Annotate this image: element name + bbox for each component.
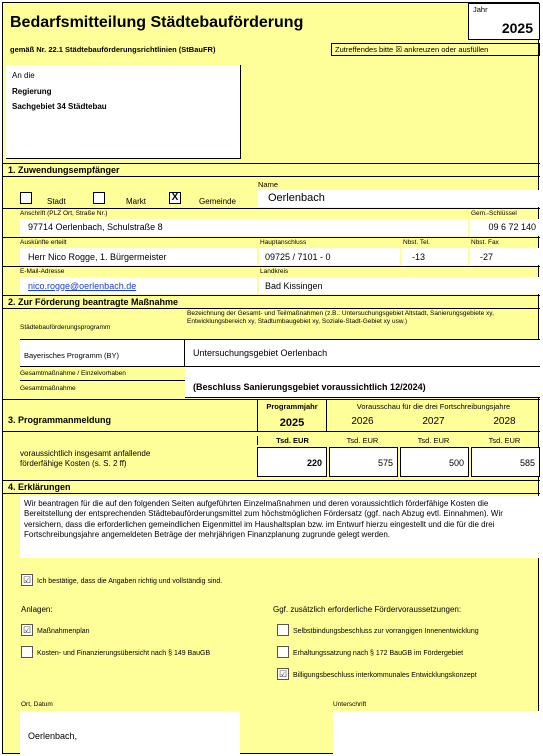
- voraus1-checkbox[interactable]: [277, 624, 289, 636]
- einzel-label: Gesamtmaßnahme / Einzelvorhaben: [20, 370, 126, 377]
- programmjahr-label: Programmjahr: [266, 402, 318, 411]
- year-label: Jahr: [473, 5, 488, 14]
- confirm-checkbox[interactable]: ☑: [22, 575, 32, 585]
- value-2026-field[interactable]: [329, 447, 398, 477]
- auskunft-field[interactable]: [20, 248, 257, 265]
- value-2026: 575: [377, 458, 393, 468]
- name-value: Oerlenbach: [268, 192, 325, 204]
- gemschluessel-label: Gem.-Schlüssel: [471, 210, 517, 217]
- address-box[interactable]: [6, 65, 241, 159]
- ort-value: Oerlenbach,: [28, 731, 78, 741]
- email-field[interactable]: [20, 277, 257, 294]
- anlagen-label: Anlagen:: [21, 605, 53, 614]
- gemschluessel-value: 09 6 72 140: [488, 222, 536, 232]
- address-line2: Regierung: [12, 87, 52, 96]
- section2-title: 2. Zur Förderung beantragte Maßnahme: [8, 297, 179, 307]
- gesamt-field[interactable]: [185, 367, 540, 398]
- programmjahr-cell: [257, 399, 327, 431]
- value-2027-field[interactable]: [400, 447, 469, 477]
- anlage1-checkbox[interactable]: ☑: [22, 625, 32, 635]
- nbstfax-field[interactable]: [470, 248, 540, 265]
- value-2028-field[interactable]: [471, 447, 540, 477]
- markt-label: Markt: [126, 197, 146, 206]
- section1-title: 1. Zuwendungsempfänger: [8, 165, 120, 175]
- hauptanschluss-label: Hauptanschluss: [260, 239, 307, 246]
- auskunft-value: Herr Nico Rogge, 1. Bürgermeister: [28, 252, 167, 262]
- year-2026: 2026: [351, 416, 374, 427]
- programm-field[interactable]: [20, 339, 185, 367]
- value-2025: 220: [306, 458, 322, 468]
- form-subtitle: gemäß Nr. 22.1 Städtebauförderungsrichtlinien (StBauFR): [10, 45, 216, 54]
- markt-checkbox[interactable]: [93, 192, 105, 204]
- email-link[interactable]: nico.rogge@oerlenbach.de: [28, 281, 137, 291]
- programm-label: Städtebauförderungsprogramm: [20, 324, 111, 331]
- section4-title: 4. Erklärungen: [8, 482, 71, 492]
- nbsttel-field[interactable]: [402, 248, 468, 265]
- ort-field[interactable]: [20, 711, 240, 755]
- anschrift-label: Anschrift (PLZ Ort, Straße Nr.): [20, 210, 108, 217]
- hauptanschluss-field[interactable]: [259, 248, 400, 265]
- year-2028: 2028: [493, 416, 516, 427]
- name-label: Name: [258, 180, 279, 189]
- divider: [3, 266, 540, 267]
- section3-title: 3. Programmanmeldung: [8, 415, 112, 425]
- auskunft-label: Auskünfte erteilt: [20, 239, 67, 246]
- gesamt-label: Gesamtmaßnahme: [20, 385, 76, 392]
- unterschrift-label: Unterschrift: [333, 701, 367, 708]
- unterschrift-field[interactable]: [333, 711, 540, 755]
- name-field[interactable]: [258, 190, 540, 207]
- gemeinde-label: Gemeinde: [199, 197, 236, 206]
- voraus1-label: Selbstbindungsbeschluss zur vorrangigen Innenentwicklung: [293, 628, 479, 635]
- gesamt-value: (Beschluss Sanierungsgebiet voraussichtlich 12/2024): [193, 382, 426, 392]
- anschrift-field[interactable]: [20, 219, 468, 236]
- section1-header: [3, 163, 540, 177]
- landkreis-field[interactable]: [259, 277, 540, 294]
- value-2025-field[interactable]: [257, 447, 327, 477]
- address-line3: Sachgebiet 34 Städtebau: [12, 102, 107, 111]
- section4-header: [3, 480, 540, 494]
- form-title: Bedarfsmitteilung Städtebauförderung: [10, 14, 304, 31]
- confirm-label: Ich bestätige, dass die Angaben richtig und vollständig sind.: [37, 578, 223, 585]
- declaration-box: [20, 496, 540, 558]
- divider: [3, 237, 540, 238]
- value-2028: 585: [519, 458, 535, 468]
- vorausschau-label: Vorausschau für die drei Fortschreibungsjahre: [356, 402, 511, 411]
- unit-2026: Tsd. EUR: [346, 436, 379, 445]
- unit-2027: Tsd. EUR: [417, 436, 450, 445]
- year-value: 2025: [501, 20, 533, 36]
- nbstfax-label: Nbst. Fax: [471, 239, 499, 246]
- declaration-text: Wir beantragen für die auf den folgenden Seiten aufgeführten Einzelmaßnahmen und deren voraussichtlich förderfähige Kosten die Bereitstellung der entsprechenden Städtebauförderungsmittel zum höchstmöglichen Fördersatz (ggf. nach Abzug evtl. Einnahmen). Wir versichern, dass die erforderlichen gemeindlichen Eigenmittel im Haushaltsplan bzw. im Entwurf hierzu eingestellt und die für die drei Fortschreibungsjahre angemeldeten Beträge der mehrjährigen Finanzplanung zugrunde gelegt werden.: [24, 499, 503, 540]
- email-label: E-Mail-Adresse: [20, 268, 65, 275]
- landkreis-value: Bad Kissingen: [265, 281, 323, 291]
- foerder-label: Ggf. zusätzlich erforderliche Fördervoraussetzungen:: [273, 605, 462, 614]
- bezeichnung-label: Bezeichnung der Gesamt- und Teilmaßnahmen (z.B.: Untersuchungsgebiet Altstadt, Sanierungsgebiete xy, Entwicklungsbereich xy, Stadtumbaugebiet xy, Soziale-Stadt-Gebiet xy usw.): [187, 310, 494, 325]
- address-line1: An die: [12, 71, 35, 80]
- unit-2028: Tsd. EUR: [488, 436, 521, 445]
- landkreis-label: Landkreis: [260, 268, 289, 275]
- voraus2-label: Erhaltungssatzung nach § 172 BauGB im Fördergebiet: [293, 650, 464, 657]
- year-2027: 2027: [422, 416, 445, 427]
- gemschluessel-field[interactable]: [470, 219, 540, 236]
- stadt-checkbox[interactable]: [20, 192, 32, 204]
- fill-hint: Zutreffendes bitte ☒ ankreuzen oder ausfüllen: [331, 43, 540, 56]
- voraus3-label: Billigungsbeschluss interkommunales Entwicklungskonzept: [293, 672, 477, 679]
- form-page: [2, 2, 539, 754]
- section2-header: [3, 295, 540, 309]
- voraus2-checkbox[interactable]: [277, 646, 289, 658]
- bezeichnung-field[interactable]: [185, 339, 540, 367]
- unit-2025: Tsd. EUR: [257, 436, 327, 445]
- ort-label: Ort, Datum: [21, 701, 53, 708]
- anlage2-checkbox[interactable]: [21, 646, 33, 658]
- bezeichnung-value: Untersuchungsgebiet Oerlenbach: [193, 348, 328, 358]
- nbsttel-value: -13: [412, 252, 426, 262]
- value-2027: 500: [448, 458, 464, 468]
- anlage2-label: Kosten- und Finanzierungsübersicht nach § 149 BauGB: [37, 650, 211, 657]
- stadt-label: Stadt: [47, 197, 66, 206]
- gemeinde-checkbox[interactable]: X: [169, 192, 181, 204]
- divider: [3, 431, 540, 432]
- nbstfax-value: -27: [480, 252, 494, 262]
- anschrift-value: 97714 Oerlenbach, Schulstraße 8: [28, 222, 163, 232]
- year-box[interactable]: [468, 3, 540, 40]
- hauptanschluss-value: 09725 / 7101 - 0: [265, 252, 331, 262]
- anlage1-label: Maßnahmenplan: [37, 628, 90, 635]
- voraus3-checkbox[interactable]: ☑: [278, 669, 288, 679]
- divider: [20, 380, 185, 381]
- kosten-row-label: voraussichtlich insgesamt anfallende förderfähige Kosten (s. S. 2 ff): [20, 449, 151, 468]
- nbsttel-label: Nbst. Tel.: [403, 239, 430, 246]
- year-2025: 2025: [279, 417, 305, 429]
- programm-value: Bayerisches Programm (BY): [24, 351, 120, 360]
- divider: [3, 208, 540, 209]
